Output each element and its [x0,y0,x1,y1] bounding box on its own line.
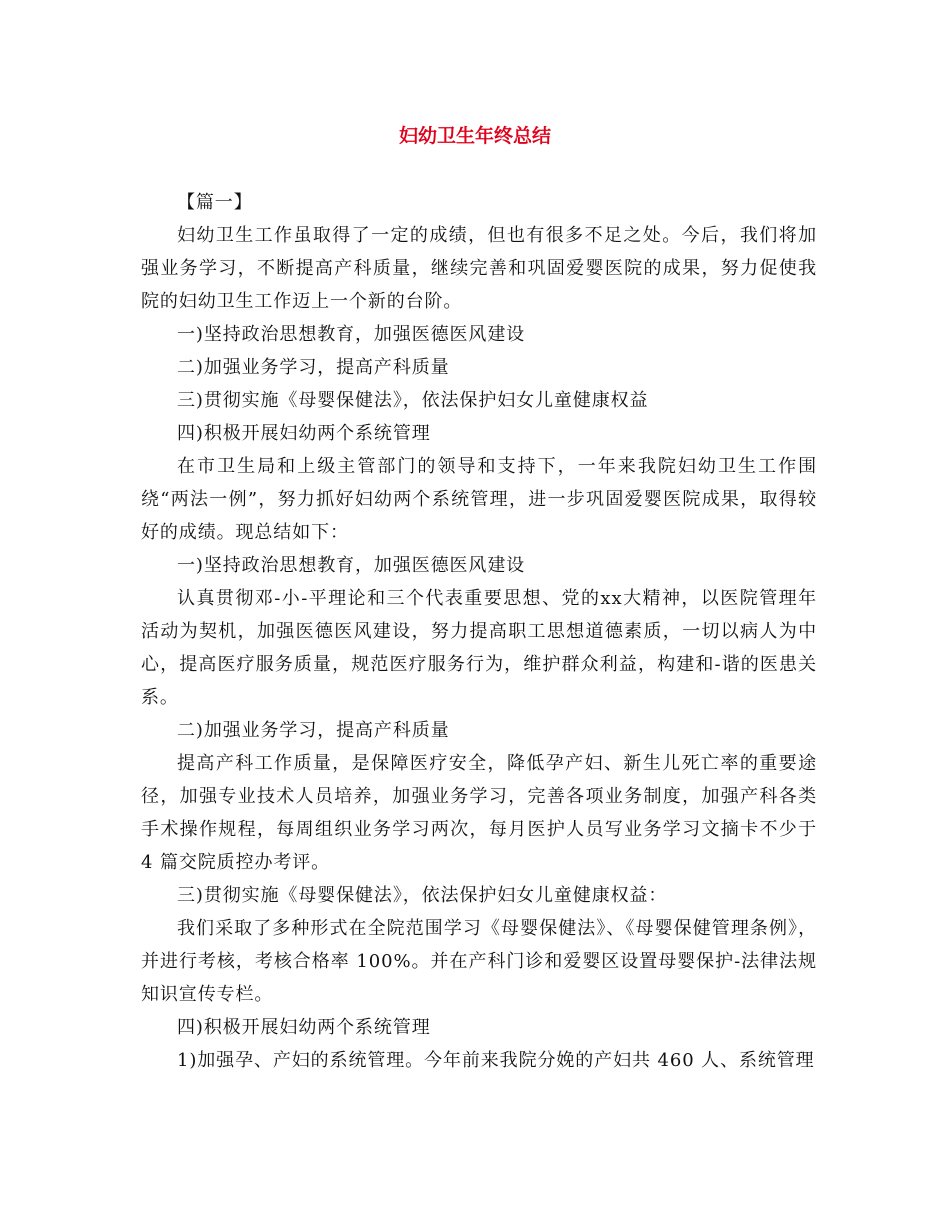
paragraph: 妇幼卫生工作虽取得了一定的成绩，但也有很多不足之处。今后，我们将加强业务学习，不断提高产科质量，继续完善和巩固爱婴医院的成果，努力促使我院的妇幼卫生工作迈上一个新的台阶。 [141,225,817,312]
paragraph: 我们采取了多种形式在全院范围学习《母婴保健法》、《母婴保健管理条例》，并进行考核，考核合格率 100%。并在产科门诊和爱婴区设置母婴保护-法律法规知识宣传专栏。 [141,918,817,1005]
list-item: 二)加强业务学习，提高产科质量 [177,357,450,378]
subheading: 三)贯彻实施《母婴保健法》，依法保护妇女儿童健康权益： [177,885,668,906]
list-item: 三)贯彻实施《母婴保健法》，依法保护妇女儿童健康权益 [177,390,649,411]
paragraph: 提高产科工作质量，是保障医疗安全，降低孕产妇、新生儿死亡率的重要途径，加强专业技术人员培养，加强业务学习，完善各项业务制度，加强产科各类手术操作规程，每周组织业务学习两次，每月医护人员写业务学习文摘卡不少于 4 篇交院质控办考评。 [141,753,817,873]
document-body [141,186,817,1077]
paragraph: 认真贯彻邓-小-平理论和三个代表重要思想、党的xx大精神，以医院管理年活动为契机，加强医德医风建设，努力提高职工思想道德素质，一切以病人为中心，提高医疗服务质量，规范医疗服务行为，维护群众利益，构建和-谐的医患关系。 [141,588,817,708]
paragraph: 在市卫生局和上级主管部门的领导和支持下，一年来我院妇幼卫生工作围绕“两法一例”，努力抓好妇幼两个系统管理，进一步巩固爱婴医院成果，取得较好的成绩。现总结如下： [141,456,817,543]
subheading: 一)坚持政治思想教育，加强医德医风建设 [177,555,526,576]
subheading: 二)加强业务学习，提高产科质量 [177,720,450,741]
list-item: 一)坚持政治思想教育，加强医德医风建设 [177,324,526,345]
subheading: 四)积极开展妇幼两个系统管理 [177,1017,431,1038]
section-heading: 【篇一】 [177,192,253,213]
list-item: 四)积极开展妇幼两个系统管理 [177,423,431,444]
document-title: 妇幼卫生年终总结 [398,125,551,147]
paragraph: 1)加强孕、产妇的系统管理。今年前来我院分娩的产妇共 460 人、系统管理 [177,1050,815,1071]
